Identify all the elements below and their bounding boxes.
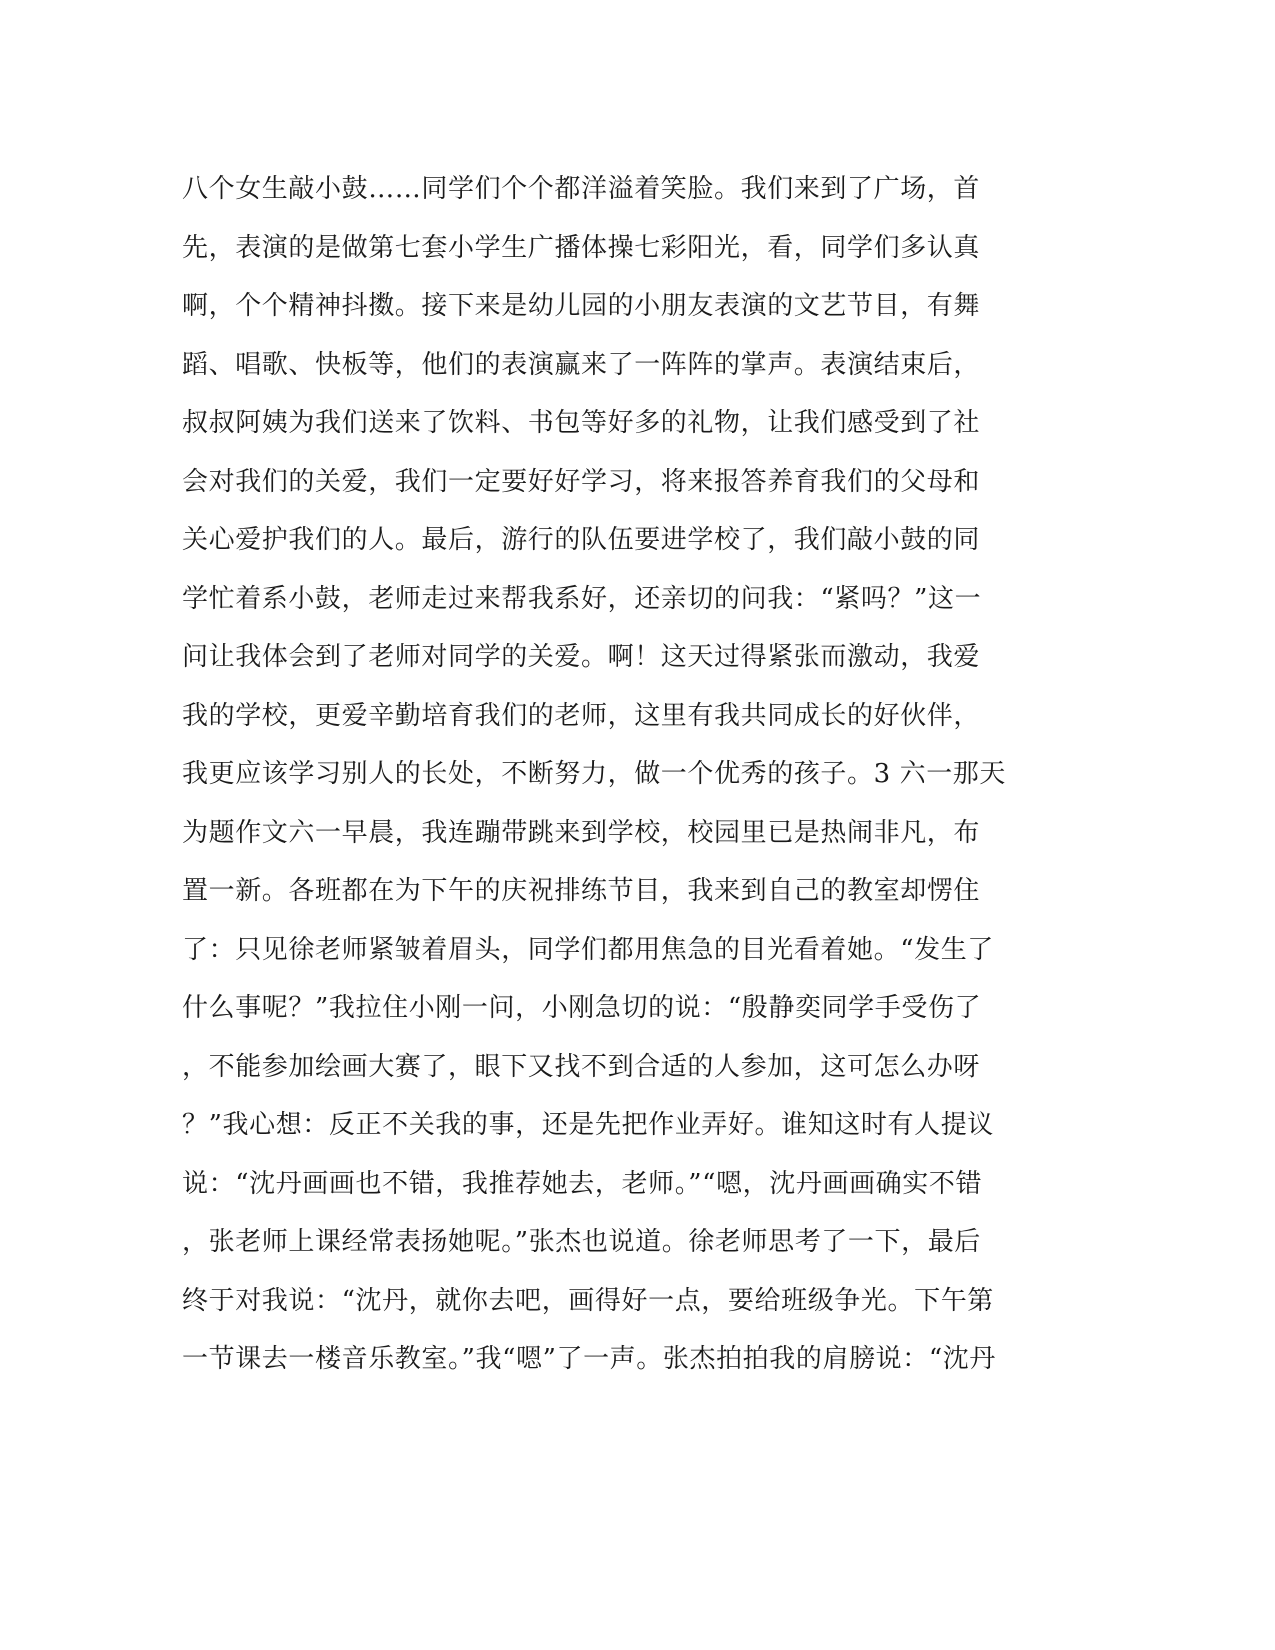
text-line: 问让我体会到了老师对同学的关爱。啊！这天过得紧张而激动，我爱 [182,642,981,672]
text-line: ，张老师上课经常表扬她呢。”张杰也说道。徐老师思考了一下，最后 [182,1227,981,1257]
text-line: 八个女生敲小鼓……同学们个个都洋溢着笑脸。我们来到了广场，首 [182,174,981,204]
text-line: 蹈、唱歌、快板等，他们的表演赢来了一阵阵的掌声。表演结束后， [182,349,981,380]
text-line: 啊，个个精神抖擞。接下来是幼儿园的小朋友表演的文艺节目，有舞 [182,291,981,321]
text-line: 终于对我说：“沈丹，就你去吧，画得好一点，要给班级争光。下午第 [182,1285,994,1316]
text-line: 什么事呢？”我拉住小刚一问，小刚急切的说：“殷静奕同学手受伤了 [182,993,982,1023]
text-line: 会对我们的关爱，我们一定要好好学习，将来报答养育我们的父母和 [182,466,981,497]
text-line: 先，表演的是做第七套小学生广播体操七彩阳光，看，同学们多认真 [182,232,981,263]
text-line: 叔叔阿姨为我们送来了饮料、书包等好多的礼物，让我们感受到了社 [182,408,981,438]
text-line: 一节课去一楼音乐教室。”我“嗯”了一声。张杰拍拍我的肩膀说：“沈丹 [182,1344,996,1374]
text-line: 学忙着系小鼓，老师走过来帮我系好，还亲切的问我：“紧吗？”这一 [182,583,982,614]
text-line: 置一新。各班都在为下午的庆祝排练节目，我来到自己的教室却愣住 [182,876,981,906]
body-text [182,160,1062,1389]
text-line: 我更应该学习别人的长处，不断努力，做一个优秀的孩子。3 六一那天 [182,759,1007,789]
text-line: 我的学校，更爱辛勤培育我们的老师，这里有我共同成长的好伙伴， [182,700,981,731]
text-line: ，不能参加绘画大赛了，眼下又找不到合适的人参加，这可怎么办呀 [182,1051,981,1082]
text-line: 说：“沈丹画画也不错，我推荐她去，老师。”“嗯，沈丹画画确实不错 [182,1168,983,1199]
text-line: 了：只见徐老师紧皱着眉头，同学们都用焦急的目光看着她。“发生了 [182,934,994,965]
text-line: 关心爱护我们的人。最后，游行的队伍要进学校了，我们敲小鼓的同 [182,525,981,555]
text-line: 为题作文六一早晨，我连蹦带跳来到学校，校园里已是热闹非凡，布 [182,817,981,848]
text-line: ？”我心想：反正不关我的事，还是先把作业弄好。谁知这时有人提议 [182,1110,994,1140]
